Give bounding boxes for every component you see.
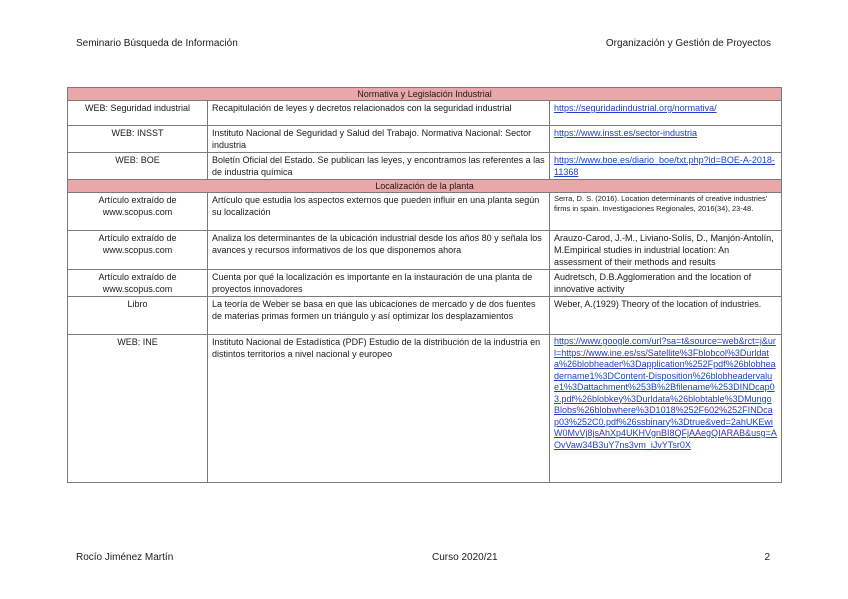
description-cell: La teoría de Weber se basa en que las ubicaciones de mercado y de dos fuentes de materias primas formen un triángulo y así optimizar los desplazamientos: [208, 297, 550, 335]
table-row: [68, 126, 782, 153]
description-cell: Instituto Nacional de Seguridad y Salud del Trabajo. Normativa Nacional: Sector industria: [208, 126, 550, 153]
source-cell: WEB: BOE: [68, 153, 208, 180]
table-row: [68, 153, 782, 180]
reference-link[interactable]: https://seguridadindustrial.org/normativa/: [554, 103, 717, 113]
page-number: 2: [764, 552, 770, 563]
table-row: [68, 231, 782, 270]
header-doc-title: Seminario Búsqueda de Información: [76, 38, 238, 49]
section-header-row: [68, 180, 782, 193]
table-row: [68, 335, 782, 483]
section-title: Normativa y Legislación Industrial: [68, 88, 782, 101]
reference-cell: Weber, A.(1929) Theory of the location of industries.: [550, 297, 782, 335]
description-cell: Analiza los determinantes de la ubicación industrial desde los años 80 y señala los avances y recursos informativos de los que disponemos ahora: [208, 231, 550, 270]
description-cell: Recapitulación de leyes y decretos relacionados con la seguridad industrial: [208, 101, 550, 126]
description-cell: Boletín Oficial del Estado. Se publican las leyes, y encontramos las referentes a las de industria química: [208, 153, 550, 180]
reference-table: [67, 87, 782, 483]
reference-link[interactable]: https://www.boe.es/diario_boe/txt.php?id=BOE-A-2018-11368: [554, 155, 775, 177]
source-cell: WEB: Seguridad industrial: [68, 101, 208, 126]
footer-author: Rocío Jiménez Martín: [76, 552, 174, 563]
table-row: [68, 270, 782, 297]
reference-cell: [550, 101, 782, 126]
section-header-row: [68, 88, 782, 101]
footer-course: Curso 2020/21: [432, 552, 498, 563]
description-cell: Instituto Nacional de Estadística (PDF) Estudio de la distribución de la industria en distintos territorios a nivel nacional y europeo: [208, 335, 550, 483]
source-cell: Artículo extraído de www.scopus.com: [68, 270, 208, 297]
reference-text: Serra, D. S. (2016). Location determinants of creative industries' firms in spain. Investigaciones Regionales, 2016(34), 23-48.: [554, 194, 768, 213]
source-cell: WEB: INE: [68, 335, 208, 483]
header-subject: Organización y Gestión de Proyectos: [605, 38, 771, 49]
reference-cell: [550, 126, 782, 153]
reference-cell: [550, 193, 782, 231]
source-cell: Artículo extraído de www.scopus.com: [68, 193, 208, 231]
source-cell: Libro: [68, 297, 208, 335]
description-cell: Artículo que estudia los aspectos externos que pueden influir en una planta según su localización: [208, 193, 550, 231]
reference-cell: [550, 335, 782, 483]
reference-cell: Audretsch, D.B.Agglomeration and the location of innovative activity: [550, 270, 782, 297]
reference-link[interactable]: https://www.google.com/url?sa=t&source=web&rct=j&url=https://www.ine.es/ss/Satellite%3Fblobcol%3Durldata%26blobheader%3Dapplication%252Fpdf%26blobheadername1%3DContent-Disposition%26blobheadervalue1%3Dattachment%253B%2Bfilename%253DINDcap03.pdf%26blobkey%3Durldata%26blobtable%3DMungoBlobs%26blobwhere%3D1018%252F602%252FINDcap03%252C0.pdf%26ssbinary%3Dtrue&ved=2ahUKEwiW0MvVj8jsAhXp4UKHVgnBI8QFjAAegQIARAB&usg=AOvVaw34B3uY7ns3vm_iJvYTsr0X: [554, 336, 777, 450]
reference-link[interactable]: https://www.insst.es/sector-industria: [554, 128, 698, 138]
reference-cell: [550, 153, 782, 180]
table-row: [68, 297, 782, 335]
reference-cell: Arauzo-Carod, J.-M., Liviano-Solís, D., Manjón-Antolín, M.Empirical studies in industrial location: An assessment of their methods and results: [550, 231, 782, 270]
description-cell: Cuenta por qué la localización es importante en la instauración de una planta de proyectos innovadores: [208, 270, 550, 297]
table-row: [68, 101, 782, 126]
table-row: [68, 193, 782, 231]
section-title: Localización de la planta: [68, 180, 782, 193]
source-cell: WEB: INSST: [68, 126, 208, 153]
source-cell: Artículo extraído de www.scopus.com: [68, 231, 208, 270]
